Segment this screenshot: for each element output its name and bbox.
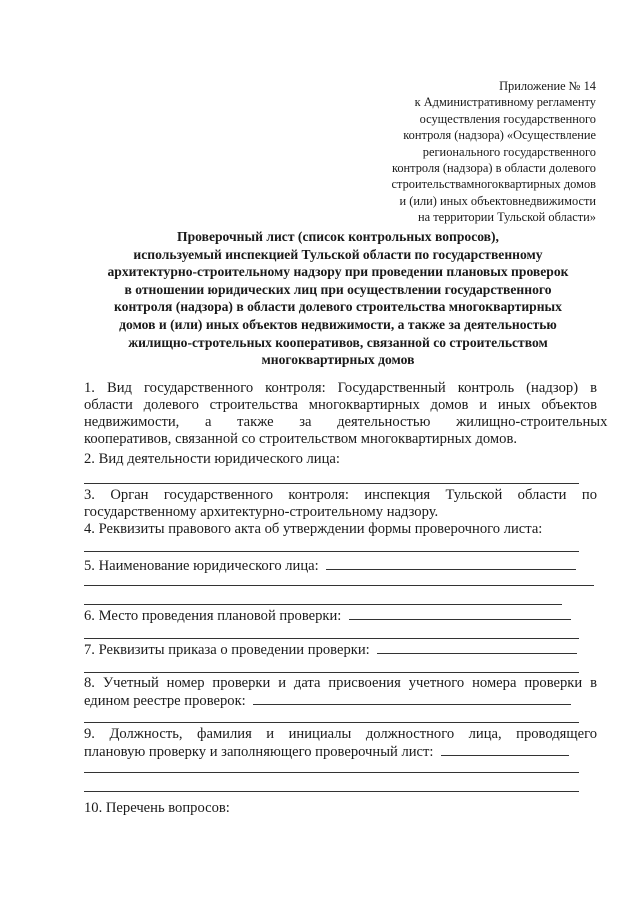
- title-line: архитектурно-строительному надзору при проведении плановых проверок: [107, 264, 569, 280]
- fill-line[interactable]: [349, 607, 571, 620]
- item-1-line: кооперативов, связанной со строительством многоквартирных домов.: [84, 431, 517, 447]
- item-6-label: 6. Место проведения плановой проверки:: [84, 608, 342, 624]
- fill-line[interactable]: [84, 791, 579, 792]
- document-title: [78, 228, 598, 369]
- appendix-line: на территории Тульской области»: [417, 210, 596, 225]
- item-control-body: [84, 487, 597, 521]
- item-1-line: области долевого строительства многоквартирных домов и иных объектов: [84, 397, 597, 413]
- item-registry-number: [84, 675, 597, 710]
- appendix-line: строительствамногоквартирных домов: [391, 177, 596, 192]
- fill-line[interactable]: [253, 692, 571, 705]
- item-control-type: [84, 380, 608, 448]
- fill-line[interactable]: [326, 557, 576, 570]
- fill-line[interactable]: [84, 772, 579, 773]
- title-line: жилищно-стротельных кооперативов, связанной со строительством: [128, 334, 548, 350]
- item-5-label: 5. Наименование юридического лица:: [84, 558, 319, 574]
- fill-line[interactable]: [84, 604, 562, 605]
- appendix-block: [336, 78, 596, 226]
- item-8-label: едином реестре проверок:: [84, 693, 246, 709]
- item-order-details: [84, 641, 597, 659]
- appendix-line: регионального государственного: [422, 144, 596, 159]
- fill-line[interactable]: [84, 483, 579, 484]
- item-2-label: 2. Вид деятельности юридического лица:: [84, 451, 340, 467]
- item-10-label: 10. Перечень вопросов:: [84, 800, 230, 816]
- fill-line[interactable]: [441, 743, 569, 756]
- fill-line[interactable]: [84, 722, 579, 723]
- item-inspector: [84, 726, 597, 761]
- title-line: Проверочный лист (список контрольных вопросов),: [177, 229, 499, 244]
- title-line: многоквартирных домов: [261, 352, 415, 368]
- fill-line[interactable]: [84, 638, 579, 639]
- title-line: используемый инспекцией Тульской области по государственному: [133, 246, 543, 262]
- item-8-line: 8. Учетный номер проверки и дата присвоения учетного номера проверки в: [84, 675, 597, 691]
- item-3-line: 3. Орган государственного контроля: инспекция Тульской области по: [84, 487, 597, 503]
- title-line: контроля (надзора) в области долевого строительства многоквартирных: [114, 299, 562, 315]
- title-line: домов и (или) иных объектов недвижимости, а также за деятельностью: [119, 316, 557, 332]
- appendix-line: и (или) иных объектовнедвижимости: [399, 193, 596, 208]
- appendix-line: к Административному регламенту: [414, 95, 596, 110]
- item-inspection-place: [84, 607, 597, 625]
- item-1-line: 1. Вид государственного контроля: Государственный контроль (надзор) в: [84, 380, 597, 396]
- appendix-line: осуществления государственного: [419, 111, 596, 126]
- item-7-label: 7. Реквизиты приказа о проведении проверки:: [84, 642, 370, 658]
- item-4-label: 4. Реквизиты правового акта об утверждении формы проверочного листа:: [84, 521, 543, 537]
- item-9-line: [84, 743, 597, 761]
- fill-line[interactable]: [377, 641, 577, 654]
- fill-line[interactable]: [84, 672, 579, 673]
- item-9-label: плановую проверку и заполняющего проверочный лист:: [84, 744, 434, 760]
- item-activity-type: [84, 451, 597, 468]
- item-legal-act: [84, 521, 597, 538]
- item-9-line: 9. Должность, фамилия и инициалы должностного лица, проводящего: [84, 726, 597, 742]
- appendix-line: Приложение № 14: [499, 79, 596, 93]
- appendix-line: контроля (надзора) в области долевого: [391, 161, 596, 176]
- appendix-line: контроля (надзора) «Осуществление: [403, 128, 596, 143]
- item-legal-entity-name: [84, 557, 597, 575]
- item-3-line: государственному архитектурно-строительному надзору.: [84, 504, 439, 520]
- title-line: в отношении юридических лиц при осуществлении государственного: [124, 281, 552, 297]
- item-questions-list: [84, 800, 597, 817]
- item-8-line: [84, 692, 597, 710]
- fill-line[interactable]: [84, 551, 579, 552]
- item-1-line: недвижимости, а также за деятельностью жилищно-строительных: [84, 414, 608, 430]
- fill-line[interactable]: [84, 585, 594, 586]
